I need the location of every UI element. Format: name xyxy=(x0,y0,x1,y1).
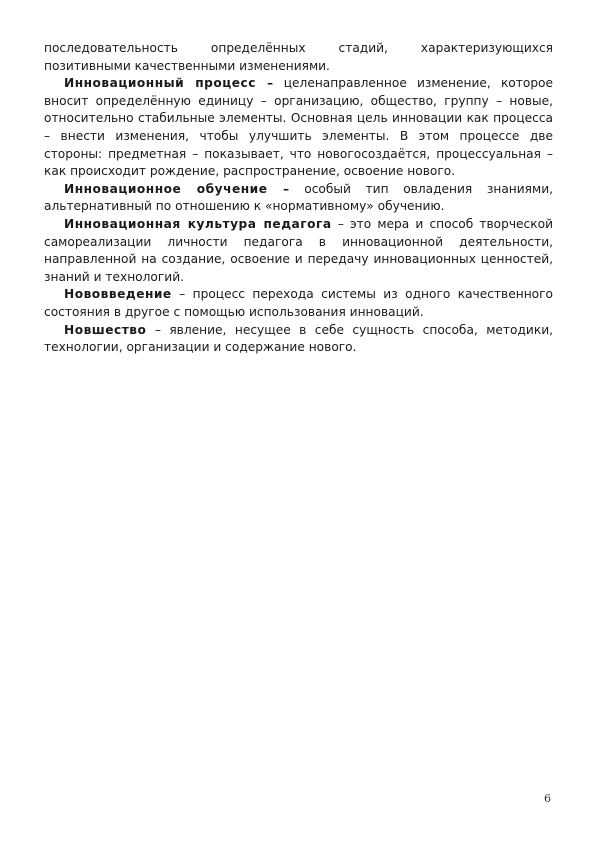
page-number: 6 xyxy=(544,792,551,805)
paragraph-continuation xyxy=(44,40,553,75)
paragraph-novation xyxy=(44,286,553,321)
term-innovation-culture: Инновационная культура педагога xyxy=(64,216,332,231)
paragraph-innovation-learning xyxy=(44,181,553,216)
definition-innovation-learning: особый тип овладения знаниями, альтернативный по отношению к «нормативному» обучению. xyxy=(44,181,554,214)
term-innovation-learning: Инновационное обучение – xyxy=(64,181,290,196)
definition-innovation-culture: – это мера и способ творческой самореализации личности педагога в инновационной деятельности, направленной на создание, освоение и передачу инновационных ценностей, знаний и технологий. xyxy=(44,216,553,284)
page-content xyxy=(44,40,553,357)
definition-innovation-process: целенаправленное изменение, которое вносит определённую единицу – организацию, общество, группу – новые, относительно стабильные элементы. Основная цель инновации как процесса – внести изменения, чтобы улучшить элементы. В этом процессе две стороны: предметная – показывает, что новогосоздаётся, процессуальная – как происходит рождение, распространение, освоение нового. xyxy=(44,76,554,179)
paragraph-text: последовательность определённых стадий, характеризующихся позитивными качественными изменениями. xyxy=(44,41,553,73)
definition-novelty: – явление, несущее в себе сущность способа, методики, технологии, организации и содержание нового. xyxy=(44,322,553,355)
paragraph-novelty xyxy=(44,322,553,357)
term-innovation-process: Инновационный процесс – xyxy=(64,76,274,91)
definition-novation: – процесс перехода системы из одного качественного состояния в другое с помощью использования инноваций. xyxy=(44,287,553,319)
term-novelty: Новшество xyxy=(64,322,147,337)
paragraph-innovation-process xyxy=(44,75,553,181)
term-novation: Нововведение xyxy=(64,287,172,302)
paragraph-innovation-culture xyxy=(44,216,553,286)
